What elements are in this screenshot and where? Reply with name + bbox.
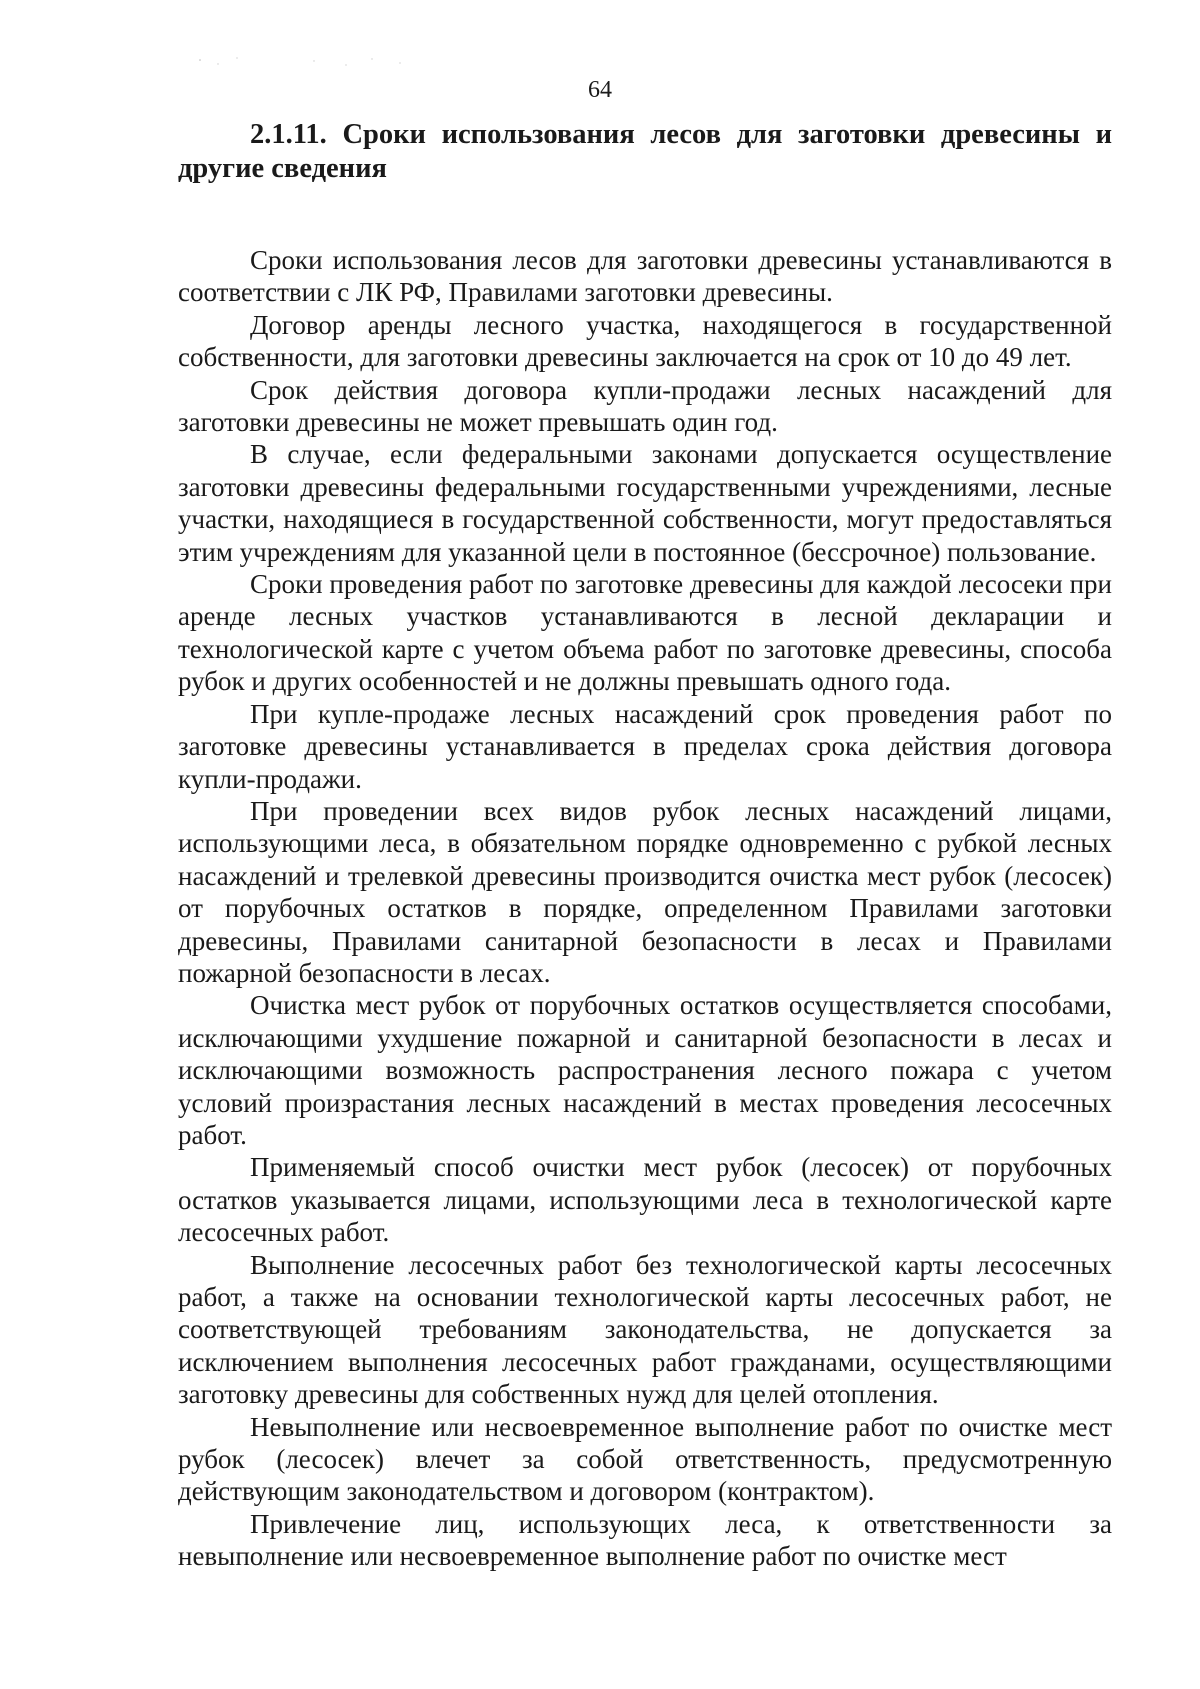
- paragraph: Выполнение лесосечных работ без технологической карты лесосечных работ, а также на основании технологической карты лесосечных работ, не соответствующей требованиям законодательства, не допускается за исключением выполнения лесосечных работ гражданами, осуществляющими заготовку древесины для собственных нужд для целей отопления.: [178, 1249, 1112, 1410]
- paragraph: Договор аренды лесного участка, находящегося в государственной собственности, для заготовки древесины заключается на срок от 10 до 49 лет.: [178, 309, 1112, 373]
- scan-noise: [196, 52, 416, 72]
- section-number: 2.1.11.: [250, 119, 327, 150]
- section-heading: [178, 118, 1112, 186]
- section-title: Сроки использования лесов для заготовки древесины и другие сведения: [178, 119, 1113, 184]
- paragraph: Сроки использования лесов для заготовки древесины устанавливаются в соответствии с ЛК РФ, Правилами заготовки древесины.: [178, 245, 1112, 308]
- paragraph: Срок действия договора купли-продажи лесных насаждений для заготовки древесины не может превышать один год.: [178, 374, 1112, 438]
- paragraph: В случае, если федеральными законами допускается осуществление заготовки древесины федеральными государственными учреждениями, лесные участки, находящиеся в государственной собственности, могут предоставляться этим учреждениям для указанной цели в постоянное (бессрочное) пользование.: [178, 439, 1112, 567]
- paragraph: Невыполнение или несвоевременное выполнение работ по очистке мест рубок (лесосек) влечет за собой ответственность, предусмотренную действующим законодательством и договором (контрактом).: [178, 1411, 1112, 1507]
- paragraph: Применяемый способ очистки мест рубок (лесосек) от порубочных остатков указывается лицами, использующими леса в технологической карте лесосечных работ.: [178, 1152, 1112, 1248]
- section-body: [178, 244, 1112, 1573]
- paragraph: Сроки проведения работ по заготовке древесины для каждой лесосеки при аренде лесных участков устанавливаются в лесной декларации и технологической карте с учетом объема работ по заготовке древесины, способа рубок и других особенностей и не должны превышать одного года.: [178, 569, 1112, 697]
- paragraph: При проведении всех видов рубок лесных насаждений лицами, использующими леса, в обязательном порядке одновременно с рубкой лесных насаждений и трелевкой древесины производится очистка мест рубок (лесосек) от порубочных остатков в порядке, определенном Правилами заготовки древесины, Правилами санитарной безопасности в лесах и Правилами пожарной безопасности в лесах.: [178, 795, 1112, 988]
- document-content: [178, 118, 1112, 1573]
- page-number: 64: [588, 77, 612, 103]
- paragraph: Очистка мест рубок от порубочных остатков осуществляется способами, исключающими ухудшение пожарной и санитарной безопасности в лесах и исключающими возможность распространения лесного пожара с учетом условий произрастания лесных насаждений в местах проведения лесосечных работ.: [178, 990, 1112, 1150]
- paragraph: Привлечение лиц, использующих леса, к ответственности за невыполнение или несвоевременное выполнение работ по очистке мест: [178, 1508, 1112, 1572]
- paragraph: При купле-продаже лесных насаждений срок проведения работ по заготовке древесины устанавливается в пределах срока действия договора купли-продажи.: [178, 698, 1112, 794]
